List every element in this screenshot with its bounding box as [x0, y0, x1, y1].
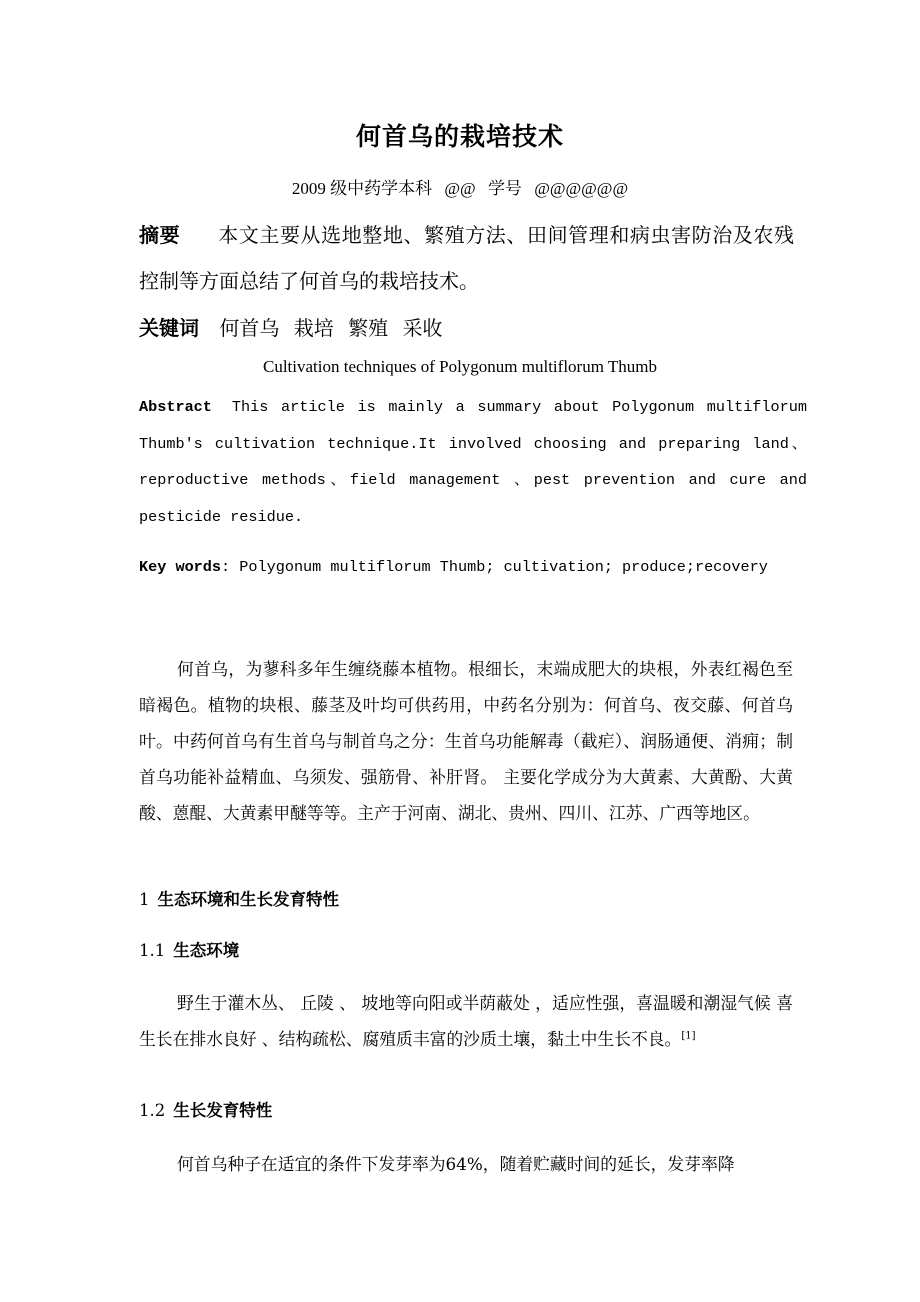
intro-paragraph: 何首乌，为蓼科多年生缠绕藤本植物。根细长，末端成肥大的块根，外表红褐色至暗褐色。植物的块根、藤茎及叶均可供药用，中药名分别为：何首乌、夜交藤、何首乌叶。中药何首乌有生首乌与制首乌之分：生首乌功能解毒（截疟）、润肠通便、消痈；制首乌功能补益精血、乌须发、强筋骨、补肝肾。 主要化学成分为大黄素、大黄酚、大黄酸、蒽醌、大黄素甲醚等等。主产于河南、湖北、贵州、四川、江苏、广西等地区。 — [139, 659, 793, 823]
english-abstract-text: This article is mainly a summary about Polygonum multiflorum Thumb's cultivation technique.It involved choosing and preparing land、reproductive methods、field management 、pest prevention and cure and pesticide residue. — [139, 398, 807, 526]
environment-paragraph — [139, 985, 793, 1057]
english-keywords — [139, 553, 768, 581]
byline-name: @@ — [444, 179, 476, 198]
chinese-keywords-label: 关键词 — [139, 316, 199, 340]
subsection-title: 生长发育特性 — [173, 1101, 273, 1120]
english-abstract-label: Abstract — [139, 398, 212, 416]
citation-ref[interactable]: [1] — [681, 1030, 696, 1042]
paper-title: 何首乌的栽培技术 — [355, 122, 564, 151]
section-heading — [139, 886, 339, 914]
chinese-abstract — [139, 212, 794, 304]
subsection-number: 1.2 — [139, 1101, 166, 1120]
author-byline — [0, 174, 920, 199]
subsection-heading — [139, 1097, 272, 1125]
english-abstract — [139, 389, 807, 535]
chinese-keyword: 采收 — [402, 316, 443, 340]
chinese-keyword: 栽培 — [293, 316, 334, 340]
subsection-title: 生态环境 — [173, 941, 240, 960]
byline-id-label: 学号 — [487, 179, 522, 198]
chinese-abstract-text: 本文主要从选地整地、繁殖方法、田间管理和病虫害防治及农残控制等方面总结了何首乌的栽培技术。 — [139, 223, 795, 293]
english-keywords-label: Key words — [139, 558, 222, 576]
english-keywords-text: : Polygonum multiflorum Thumb; cultivation; produce;recovery — [221, 558, 768, 576]
environment-text: 野生于灌木丛、 丘陵 、 坡地等向阳或半荫蔽处 ，适应性强，喜温暖和潮湿气候 喜生长在排水良好 、结构疏松、腐殖质丰富的沙质土壤，黏土中生长不良。 — [139, 993, 793, 1049]
subsection-heading — [139, 937, 239, 965]
chinese-abstract-label: 摘要 — [139, 223, 181, 247]
chinese-keyword: 何首乌 — [219, 316, 280, 340]
section-title: 生态环境和生长发育特性 — [157, 890, 339, 909]
english-title: Cultivation techniques of Polygonum multiflorum Thumb — [263, 357, 657, 376]
byline-id-value: @@@@@@ — [534, 179, 629, 198]
chinese-keyword: 繁殖 — [348, 316, 389, 340]
growth-paragraph: 何首乌种子在适宜的条件下发芽率为64%，随着贮藏时间的延长，发芽率降 — [177, 1154, 735, 1174]
byline-program: 2009 级中药学本科 — [291, 179, 433, 198]
chinese-keywords — [139, 308, 450, 348]
section-number: 1 — [139, 890, 150, 909]
subsection-number: 1.1 — [139, 941, 166, 960]
